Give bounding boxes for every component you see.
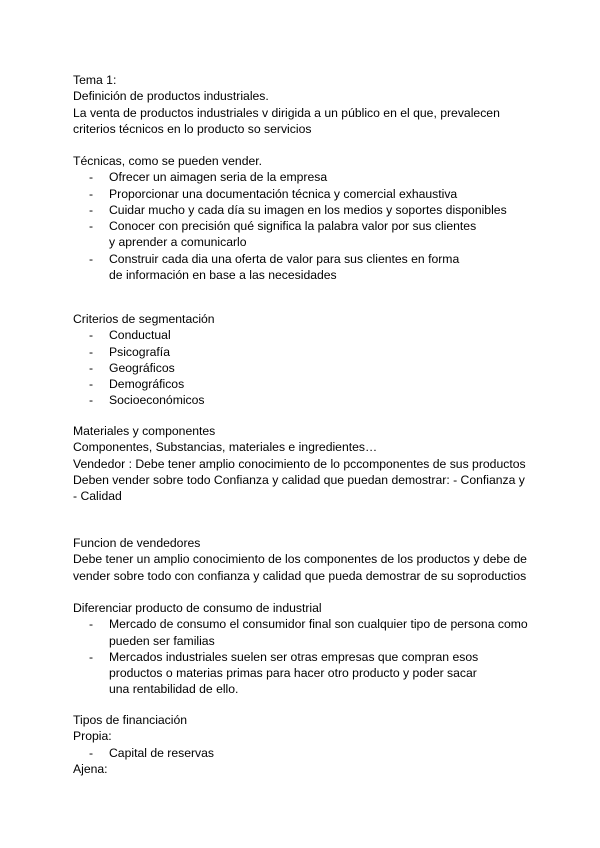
criterios-list <box>73 327 533 408</box>
dash-bullet: - <box>89 328 94 343</box>
diferenciar-section <box>73 600 533 698</box>
list-item <box>73 616 539 649</box>
tema-desc-line1: La venta de productos industriales v dirigida a un público en el que, prevalecen <box>73 105 500 120</box>
tecnicas-section <box>73 153 533 283</box>
materiales-heading: Materiales y componentes <box>73 424 216 438</box>
materiales-line2: Vendedor : Debe tener amplio conocimiento de lo pccomponentes de sus productos <box>73 456 526 471</box>
list-item <box>73 327 533 343</box>
financiacion-propia: Propia: <box>73 729 112 744</box>
list-item <box>73 376 533 392</box>
dash-bullet: - <box>89 393 94 408</box>
propia-list <box>73 745 533 761</box>
list-item <box>73 169 533 185</box>
materiales-line4: - Calidad <box>73 489 122 504</box>
list-item-text: Conductual <box>109 328 171 343</box>
dash-bullet: - <box>89 251 94 266</box>
list-item <box>73 186 533 202</box>
list-item <box>73 202 533 218</box>
financiacion-heading: Tipos de financiación <box>73 713 188 727</box>
tecnicas-list <box>73 169 533 283</box>
materiales-line3: Deben vender sobre todo Confianza y calidad que puedan demostrar: - Confianza y <box>73 472 525 487</box>
tema-section <box>73 72 533 137</box>
list-item <box>73 745 533 761</box>
list-item-text: Proporcionar una documentación técnica y comercial exhaustiva <box>109 186 458 201</box>
list-item <box>73 218 481 251</box>
list-item <box>73 344 533 360</box>
list-item <box>73 392 533 408</box>
list-item-text: Construir cada dia una oferta de valor para sus clientes en forma de información en base a las necesidades <box>109 251 460 283</box>
list-item-text: Capital de reservas <box>109 745 214 760</box>
list-item-text: Geográficos <box>109 360 175 375</box>
list-item-text: Socioeconómicos <box>109 393 205 408</box>
funcion-line2: vender sobre todo con confianza y calidad que pueda demostrar de su soproductios <box>73 568 527 583</box>
financiacion-section <box>73 712 533 777</box>
diferenciar-list <box>73 616 533 697</box>
dash-bullet: - <box>89 377 94 392</box>
tecnicas-heading: Técnicas, como se pueden vender. <box>73 154 263 168</box>
dash-bullet: - <box>89 649 94 664</box>
dash-bullet: - <box>89 344 94 359</box>
tema-subtitle: Definición de productos industriales. <box>73 89 269 104</box>
materiales-section <box>73 423 533 504</box>
dash-bullet: - <box>89 745 94 760</box>
list-item <box>73 251 461 284</box>
funcion-line1: Debe tener un amplio conocimiento de los componentes de los productos y debe de <box>73 552 527 567</box>
list-item-text: Mercados industriales suelen ser otras empresas que compran esos productos o materias primas para hacer otro producto y poder sacar una rentabilidad de ello. <box>109 649 479 697</box>
tema-title: Tema 1: <box>73 73 117 87</box>
diferenciar-heading: Diferenciar producto de consumo de industrial <box>73 601 322 615</box>
list-item-text: Demográficos <box>109 377 185 392</box>
materiales-line1: Componentes, Substancias, materiales e ingredientes… <box>73 440 378 455</box>
criterios-heading: Criterios de segmentación <box>73 312 215 326</box>
dash-bullet: - <box>89 617 94 632</box>
dash-bullet: - <box>89 360 94 375</box>
list-item-text: Cuidar mucho y cada día su imagen en los medios y soportes disponibles <box>109 202 507 217</box>
list-item <box>73 649 499 698</box>
criterios-section <box>73 311 533 409</box>
funcion-section <box>73 535 533 584</box>
tema-desc-line2: criterios técnicos en lo producto so servicios <box>73 121 312 136</box>
funcion-heading: Funcion de vendedores <box>73 536 201 550</box>
list-item-text: Mercado de consumo el consumidor final son cualquier tipo de persona como pueden ser familias <box>109 617 528 648</box>
dash-bullet: - <box>89 202 94 217</box>
dash-bullet: - <box>89 219 94 234</box>
dash-bullet: - <box>89 170 94 185</box>
dash-bullet: - <box>89 186 94 201</box>
financiacion-ajena: Ajena: <box>73 761 108 776</box>
list-item-text: Psicografía <box>109 344 170 359</box>
list-item-text: Conocer con precisión qué significa la palabra valor por sus clientes y aprender a comunicarlo <box>109 219 477 250</box>
list-item <box>73 360 533 376</box>
list-item-text: Ofrecer un aimagen seria de la empresa <box>109 170 328 185</box>
